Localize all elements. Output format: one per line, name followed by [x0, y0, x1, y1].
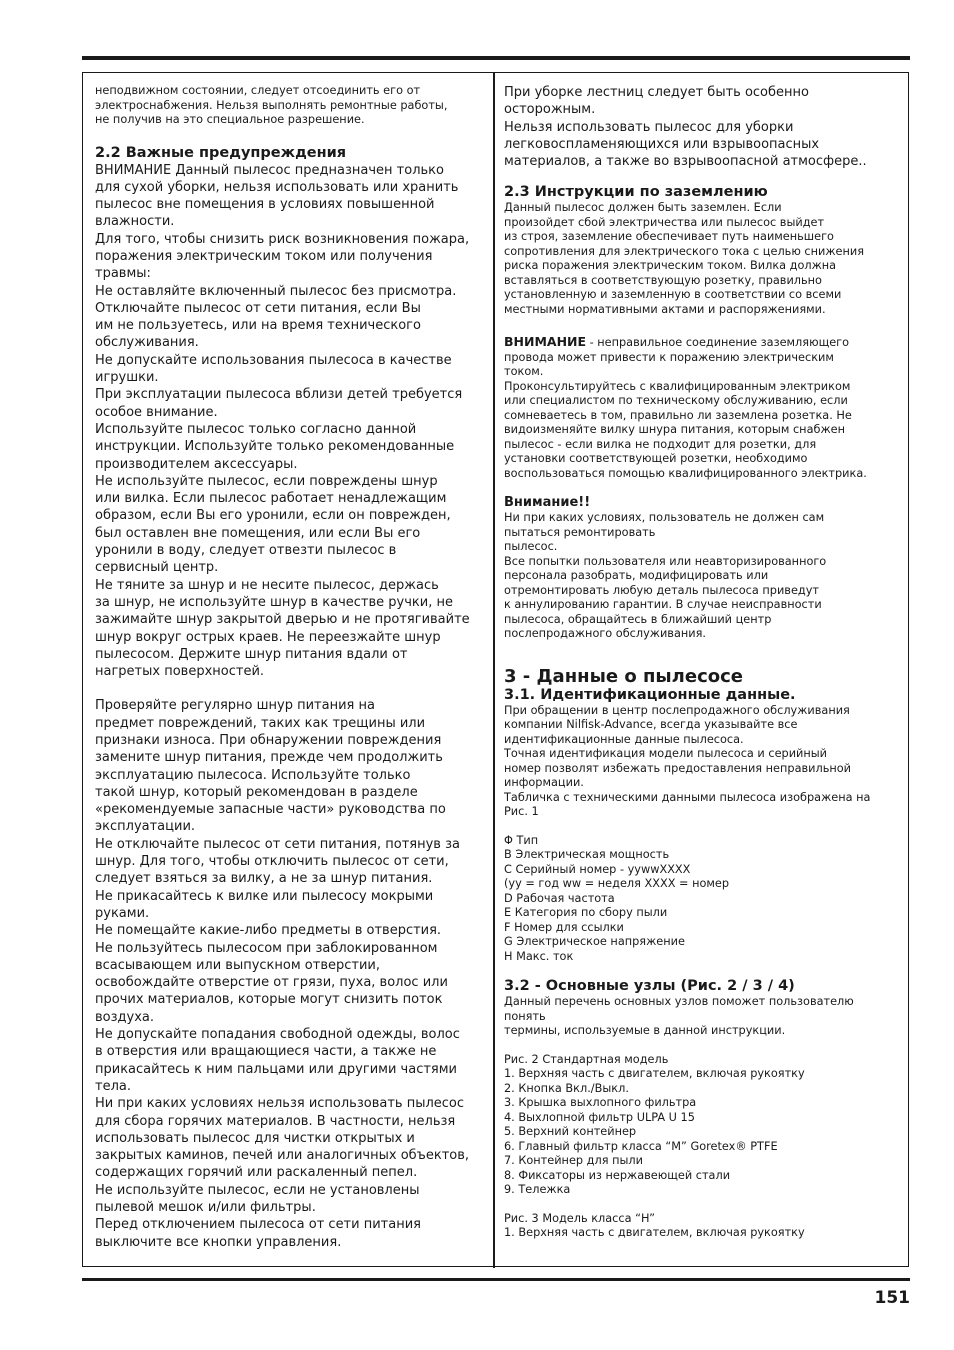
page-number: 151 — [874, 1288, 910, 1308]
attention-paragraph — [504, 335, 900, 481]
fig2-parts-list: Рис. 2 Стандартная модель 1. Верхняя часть с двигателем, включая рукоятку 2. Кнопка Вкл./Выкл. 3. Крышка выхлопного фильтра 4. Выхлопной фильтр ULPA U 15 5. Верхний контейнер 6. Главный фильтр класса “M” Goretex® PTFE 7. Контейнер для пыли 8. Фиксаторы из нержавеющей стали 9. Тележка — [504, 1052, 805, 1197]
column-divider — [493, 72, 495, 1268]
section-3-2-heading: 3.2 - Основные узлы (Рис. 2 / 3 / 4) — [504, 978, 795, 995]
fig3-parts-list: Рис. 3 Модель класса “H” 1. Верхняя часть с двигателем, включая рукоятку — [504, 1211, 805, 1240]
parts-intro-text: Данный перечень основных узлов поможет пользователю понять термины, используемые в данной инструкции. — [504, 995, 854, 1038]
rating-plate-legend: Φ Тип В Электрическая мощность С Серийный номер - yywwXXXX (yy = год ww = неделя XXXX = номер D Рабочая частота E Категория по сбору пыли F Номер для ссылки G Электрическое напряжение H Макс. ток — [504, 833, 730, 963]
warnings-text-2: Проверяйте регулярно шнур питания на предмет повреждений, таких как трещины или признаки износа. При обнаружении повреждения замените шнур питания, прежде чем продолжить эксплуатацию пылесоса. Используйте только такой шнур, который рекомендован в разделе «рекомендуемые запасные части» руководства по эксплуатации. Не отключайте пылесос от сети питания, потянув за шнур. Для того, чтобы отключить пылесос от сети, следует взяться за вилку, а не за шнур питания. Не прикасайтесь к вилке или пылесосу мокрыми руками. Не помещайте какие-либо предметы в отверстия. Не пользуйтесь пылесосом при заблокированном всасывающем или выпускном отверстии, освобождайте отверстие от грязи, пуха, волос или прочих материалов, которые могут снизить поток воздуха. Не допускайте попадания свободной одежды, волос в отверстия или вращающиеся части, а также не прикасайтесь к ним пальцами или другими частями тела. Ни при каких условиях нельзя использовать пылесос для сбора горячих материалов. В частности, нельзя использовать пылесос для чистки открытых и закрытых каминов, печей или аналогичных объектов, содержащих горячий или раскаленный пепел. Не используйте пылесос, если не установлены пылевой мешок и/или фильтры. Перед отключением пылесоса от сети питания выключите все кнопки управления. — [95, 698, 470, 1250]
attention-label: ВНИМАНИЕ — [504, 334, 587, 350]
warnings-text-1: ВНИМАНИЕ Данный пылесос предназначен только для сухой уборки, нельзя использовать или хранить пылесос вне помещения в условиях повышенной влажности. Для того, чтобы снизить риск возникновения пожара, поражения электрическим током или получения травмы: Не оставляйте включенный пылесос без присмотра. Отключайте пылесос от сети питания, если Вы им не пользуетесь, или на время технического обслуживания. Не допускайте использования пылесоса в качестве игрушки. При эксплуатации пылесоса вблизи детей требуется особое внимание. Используйте пылесос только согласно данной инструкции. Используйте только рекомендованные производителем аксессуары. Не используйте пылесос, если повреждены шнур или вилка. Если пылесос работает ненадлежащим образом, если Вы его уронили, если он поврежден, был оставлен вне помещения, или если Вы его уронили в воду, следует отвезти пылесос в сервисный центр. Не тяните за шнур и не несите пылесос, держась за шнур, не используйте шнур в качестве ручки, не зажимайте шнур закрытой дверью и не протягивайте шнур вокруг острых краев. Не переезжайте шнур пылесосом. Держите шнур питания вдали от нагретых поверхностей. — [95, 162, 470, 680]
identification-text: При обращении в центр послепродажного обслуживания компании Nilfisk-Advance, всегда указывайте все идентификационные данные пылесоса. Точная идентификация модели пылесоса и серийный номер позволят избежать предоставления неправильной информации. Табличка с техническими данными пылесоса изображена на Рис. 1 — [504, 703, 871, 819]
section-2-2-heading: 2.2 Важные предупреждения — [95, 144, 347, 161]
bottom-rule — [82, 1278, 910, 1281]
attention2-label: Внимание!! — [504, 495, 591, 511]
section-3-heading: 3 - Данные о пылесосе — [504, 665, 743, 687]
intro-text: неподвижном состоянии, следует отсоединить его от электроснабжения. Нельзя выполнять ремонтные работы, не получив на это специальное разрешение. — [95, 84, 448, 126]
grounding-text: Данный пылесос должен быть заземлен. Если произойдет сбой электричества или пылесос выйдет из строя, заземление обеспечивает путь наименьшего сопротивления для электрического тока с целью снижения риска поражения электрическим током. Вилка должна вставляться в соответствующую розетку, правильно установленную и заземленную в соответствии со всеми местными нормативными актами и распоряжениями. — [504, 201, 865, 316]
section-2-3-heading: 2.3 Инструкции по заземлению — [504, 184, 768, 201]
attention2-text: Ни при каких условиях, пользователь не должен сам пытаться ремонтировать пылесос. Все попытки пользователя или неавторизированного персонала разобрать, модифицировать или отремонтировать любую деталь пылесоса приведут к аннулированию гарантии. В случае неисправности пылесоса, обращайтесь в ближайший центр послепродажного обслуживания. — [504, 511, 827, 641]
stairs-text: При уборке лестниц следует быть особенно осторожным. Нельзя использовать пылесос для уборки легковоспламеняющихся или взрывоопасных материалов, а также во взрывоопасной атмосфере.. — [504, 85, 867, 170]
left-column — [95, 84, 487, 1251]
top-rule — [82, 56, 910, 60]
right-column — [504, 84, 900, 1241]
section-3-1-heading: 3.1. Идентификационные данные. — [504, 686, 796, 703]
attention-text: - неправильное соединение заземляющего провода может привести к поражению электрическим током. Проконсультируйтесь с квалифицированным электриком или специалистом по техническому обслуживанию, если сомневаетесь в том, правильно ли заземлена розетка. Не видоизменяйте вилку шнура питания, которым снабжен пылесос - если вилка не подходит для розетки, для установки соответствующей розетки, необходимо воспользоваться помощью квалифицированного электрика. — [504, 336, 867, 480]
